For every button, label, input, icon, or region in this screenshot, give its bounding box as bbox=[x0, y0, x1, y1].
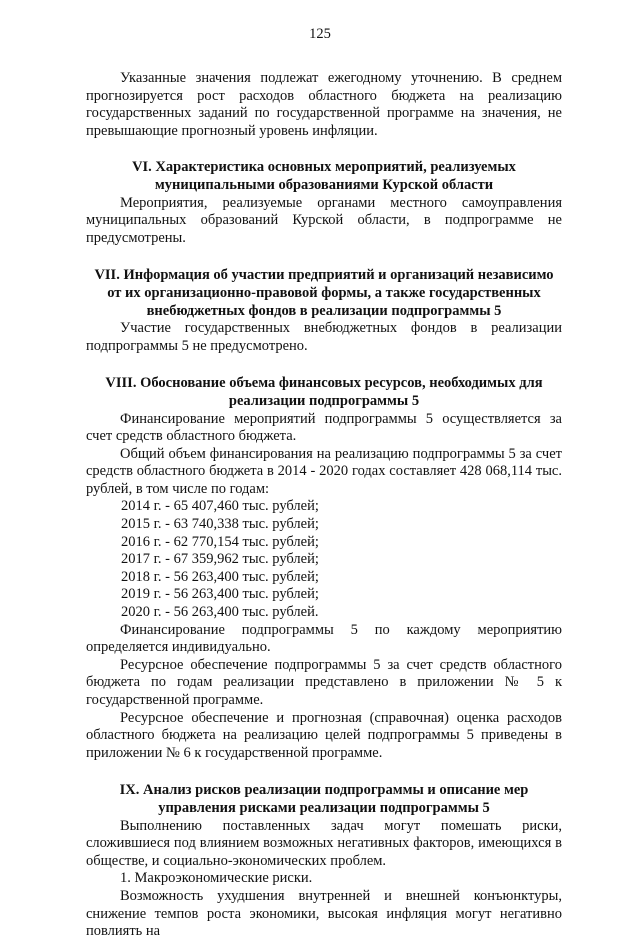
list-item: 2015 г. - 63 740,338 тыс. рублей; bbox=[121, 516, 319, 533]
section-8-paragraph-2: Общий объем финансирования на реализацию подпрограммы 5 за счет средств областного бюджета в 2014 - 2020 годах составляет 428 068,114 тыс. рублей, в том числе по годам: bbox=[86, 445, 562, 497]
section-7-heading: VII. Информация об участии предприятий и организаций независимо от их организационно-правовой формы, а также государственных внебюджетных фондов в реализации подпрограммы 5 bbox=[94, 267, 554, 319]
list-item: 2016 г. - 62 770,154 тыс. рублей; bbox=[121, 533, 319, 550]
list-item: 2018 г. - 56 263,400 тыс. рублей; bbox=[121, 568, 319, 585]
section-8-heading: VIII. Обоснование объема финансовых ресурсов, необходимых для реализации подпрограммы 5 bbox=[105, 375, 543, 409]
list-item: 2014 г. - 65 407,460 тыс. рублей; bbox=[121, 498, 319, 515]
intro-paragraph: Указанные значения подлежат ежегодному уточнению. В среднем прогнозируется рост расходов областного бюджета на реализацию государственных заданий по государственной программе на значения, не превышающие прогнозный уровень инфляции. bbox=[86, 70, 562, 139]
section-8-paragraph-4: Ресурсное обеспечение подпрограммы 5 за счет средств областного бюджета по годам реализации представлено в приложении № 5 к государственной программе. bbox=[86, 656, 562, 708]
section-6-heading: VI. Характеристика основных мероприятий, реализуемых муниципальными образованиями Курской области bbox=[132, 159, 516, 193]
section-7-paragraph: Участие государственных внебюджетных фондов в реализации подпрограммы 5 не предусмотрено. bbox=[86, 320, 562, 354]
list-item: 2017 г. - 67 359,962 тыс. рублей; bbox=[121, 551, 319, 568]
section-8-paragraph-1: Финансирование мероприятий подпрограммы 5 осуществляется за счет средств областного бюджета. bbox=[86, 410, 562, 445]
section-9-paragraph-3: Возможность ухудшения внутренней и внешней конъюнктуры, снижение темпов роста экономики, высокая инфляция могут негативно повлиять на bbox=[86, 887, 562, 940]
list-item: 2020 г. - 56 263,400 тыс. рублей. bbox=[121, 604, 319, 621]
document-body bbox=[86, 70, 562, 941]
section-9-paragraph-2: 1. Макроэкономические риски. bbox=[120, 870, 313, 887]
section-8-paragraph-3: Финансирование подпрограммы 5 по каждому мероприятию определяется индивидуально. bbox=[86, 621, 562, 656]
section-9-paragraph-1: Выполнению поставленных задач могут помешать риски, сложившиеся под влиянием возможных негативных факторов, имеющихся в обществе, и социально-экономических проблем. bbox=[86, 817, 562, 869]
list-item: 2019 г. - 56 263,400 тыс. рублей; bbox=[121, 586, 319, 603]
page-number: 125 bbox=[309, 26, 331, 42]
section-9-heading: IX. Анализ рисков реализации подпрограммы и описание мер управления рисками реализации подпрограммы 5 bbox=[119, 782, 529, 816]
section-8-paragraph-5: Ресурсное обеспечение и прогнозная (справочная) оценка расходов областного бюджета на реализацию целей подпрограммы 5 приведены в приложении № 6 к государственной программе. bbox=[86, 709, 562, 761]
section-6-paragraph: Мероприятия, реализуемые органами местного самоуправления муниципальных образований Курской области, в подпрограмме не предусмотрены. bbox=[86, 194, 562, 246]
funding-by-year-list bbox=[86, 498, 562, 621]
